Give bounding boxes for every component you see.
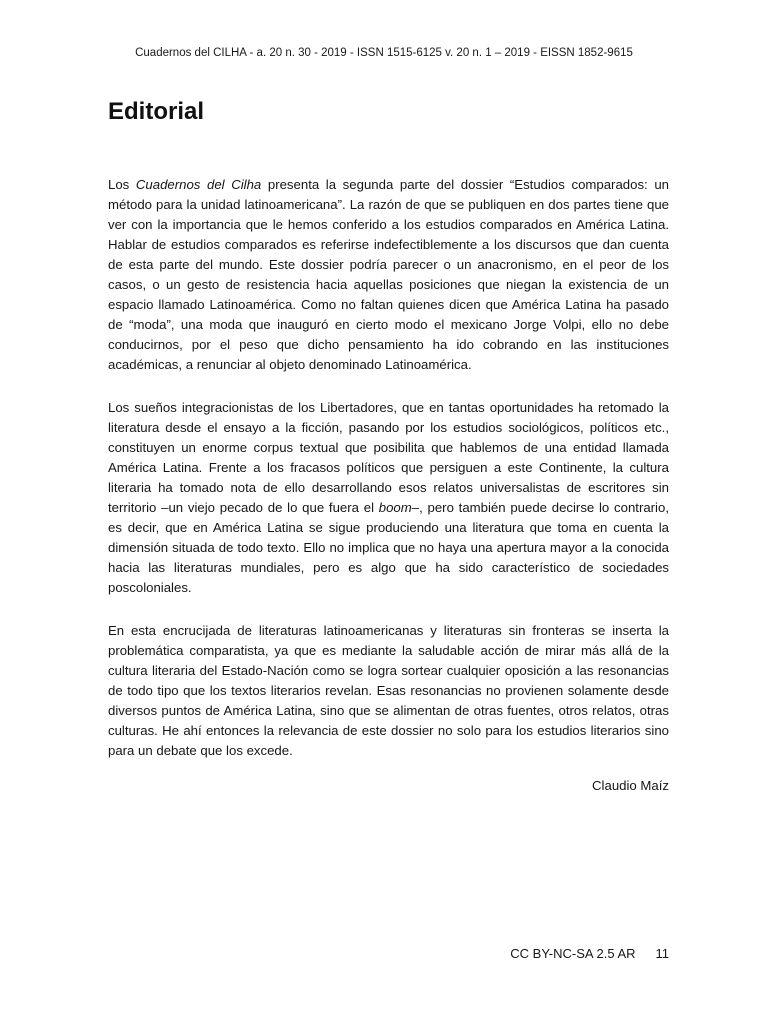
paragraph-text: Los sueños integracionistas de los Libertadores, que en tantas oportunidades ha retomado la literatura desde el ensayo a la ficción, pasando por los estudios sociológicos, políticos etc., constituyen un enorme corpus textual que posibilita que hablemos de una entidad llamada América Latina. Frente a los fracasos políticos que persiguen a este Continente, la cultura literaria ha tomado nota de ello desarrollando esos relatos universalistas de escritores sin territorio –un viejo pecado de lo que fuera el [108,400,669,515]
paragraph-text: En esta encrucijada de literaturas latinoamericanas y literaturas sin fronteras se inserta la problemática comparatista, ya que es mediante la saludable acción de mirar más allá de la cultura literaria del Estado-Nación como se logra sortear cualquier oposición a las resonancias de todo tipo que los textos literarios revelan. Esas resonancias no provienen solamente desde diversos puntos de América Latina, sino que se alimentan de otras fuentes, otros relatos, otras culturas. He ahí entonces la relevancia de este dossier no solo para los estudios literarios sino para un debate que los excede. [108,623,669,758]
paragraph-text: –, pero también puede decirse lo contrario, es decir, que en América Latina se sigue produciendo una literatura que toma en cuenta la dimensión situada de todo texto. Ello no implica que no haya una apertura mayor a la conocida hacia las literaturas mundiales, pero es algo que ha sido característico de sociedades poscoloniales. [108,500,669,595]
paragraph-3 [108,621,669,761]
author-signature: Claudio Maíz [592,778,669,793]
running-header: Cuadernos del CILHA - a. 20 n. 30 - 2019 - ISSN 1515-6125 v. 20 n. 1 – 2019 - EISSN 1852-9615 [135,47,633,59]
boom-italic: boom [378,500,412,515]
page-footer [510,946,669,961]
article-body [108,175,669,796]
article-title: Editorial [108,98,205,125]
paragraph-2 [108,398,669,598]
paragraph-1 [108,175,669,375]
journal-name-italic: Cuadernos del Cilha [135,177,262,192]
paragraph-text: presenta la segunda parte del dossier “Estudios comparados: un método para la unidad latinoamericana”. La razón de que se publiquen en dos partes tiene que ver con la importancia que le hemos conferido a los estudios comparados en América Latina. Hablar de estudios comparados es referirse indefectiblemente a los discursos que dan cuenta de esta parte del mundo. Este dossier podría parecer o un anacronismo, en el peor de los casos, o un gesto de resistencia hacia aquellas posiciones que niegan la existencia de un espacio llamado Latinoamérica. Como no faltan quienes dicen que América Latina ha pasado de “moda”, una moda que inauguró en cierto modo el mexicano Jorge Volpi, ello no debe conducirnos, por el peso que dicho pensamiento ha ido cobrando en las instituciones académicas, a renunciar al objeto denominado Latinoamérica. [108,177,669,372]
license-label: CC BY-NC-SA 2.5 AR [510,946,636,961]
page-number: 11 [655,946,669,961]
paragraph-text: Los [108,177,136,192]
